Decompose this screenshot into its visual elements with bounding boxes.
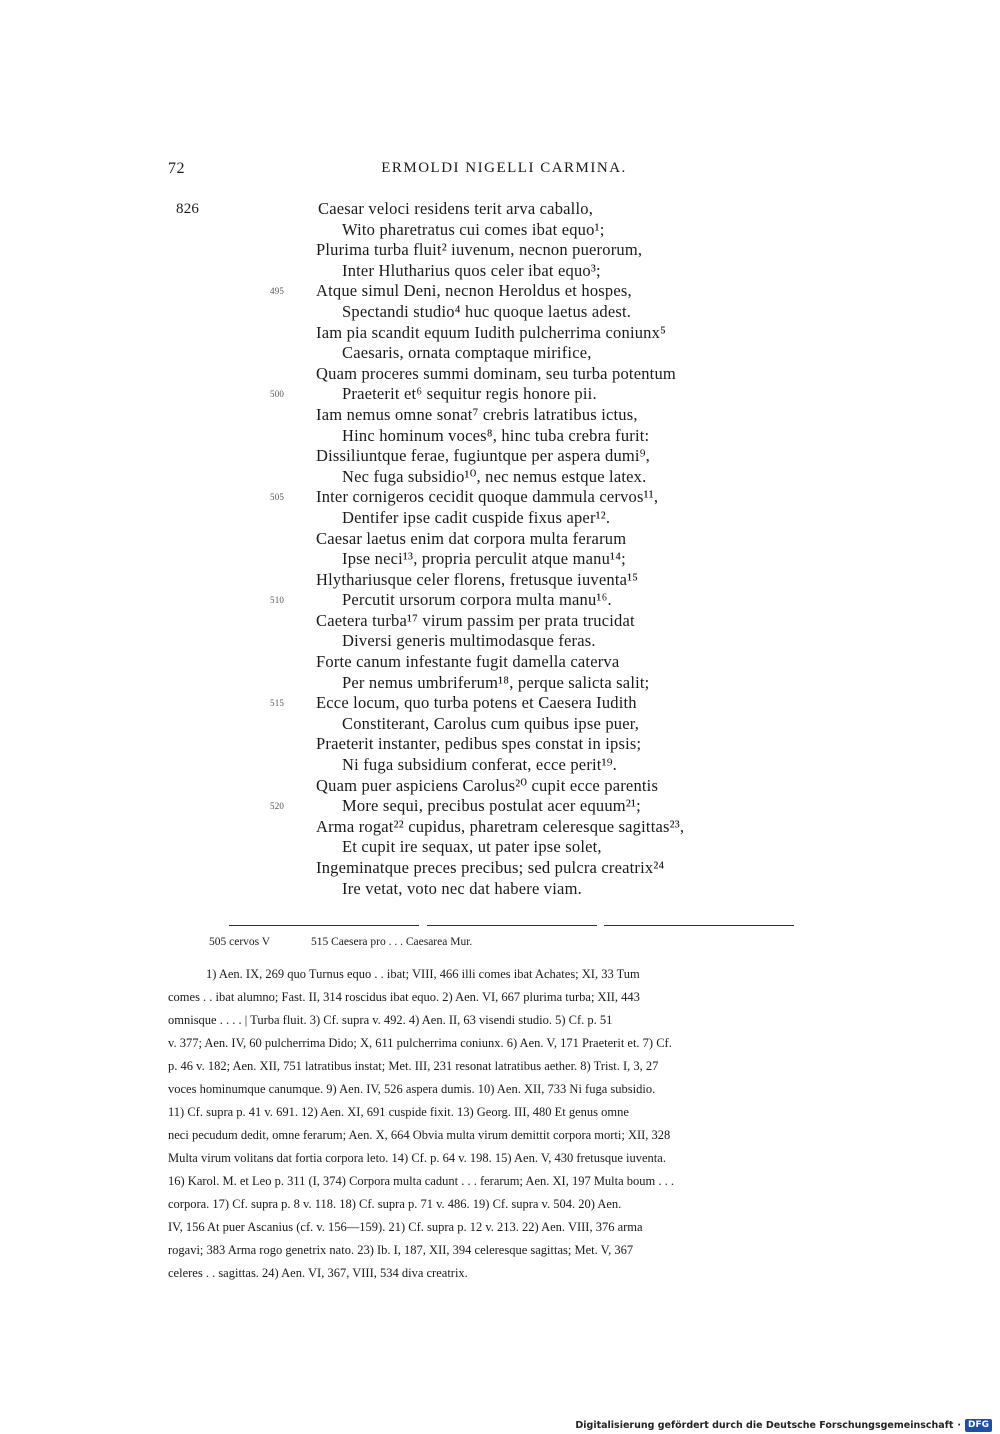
verse-text: Spectandi studio⁴ huc quoque laetus adest. [342,301,632,321]
verse-text: Arma rogat²² cupidus, pharetram celeresque sagittas²³, [316,816,685,836]
dfg-logo: DFG [965,1419,992,1432]
line-number: 515 [270,698,285,709]
footnote-line: omnisque . . . . | Turba fluit. 3) Cf. supra v. 492. 4) Aen. II, 63 visendi studio. 5) Cf. p. 51 [168,1013,613,1027]
verse-text: Wito pharetratus cui comes ibat equo¹; [342,219,605,239]
verse-text: Ni fuga subsidium conferat, ecce perit¹⁹. [342,755,618,775]
line-number: 505 [270,492,285,503]
verse-line [0,364,1000,385]
verse-line [0,405,1000,426]
verse-text: Ipse neci¹³, propria perculit atque manu¹⁴; [342,549,626,569]
verse-text: Per nemus umbriferum¹⁸, perque salicta salit; [342,672,650,692]
footnote-line: corpora. 17) Cf. supra p. 8 v. 118. 18) Cf. supra p. 71 v. 486. 19) Cf. supra v. 504. 20) Aen. [168,1197,622,1211]
verse-text: Percutit ursorum corpora multa manu¹⁶. [342,590,612,610]
footnote-line: neci pecudum dedit, omne ferarum; Aen. X, 664 Obvia multa virum demittit corpora morti; XII, 328 [168,1128,671,1142]
line-number: 510 [270,595,285,606]
footnote-rule-right [604,925,794,926]
verse-text: Praeterit instanter, pedibus spes constat in ipsis; [316,734,642,754]
verse-text: Caesar veloci residens terit arva caballo, [318,199,594,218]
verse-line [0,652,1000,673]
verse-text: Inter Hlutharius quos celer ibat equo³; [342,260,601,280]
digitization-credit [575,1418,992,1432]
footnote-line: IV, 156 At puer Ascanius (cf. v. 156—159). 21) Cf. supra p. 12 v. 213. 22) Aen. VIII, 376 arma [168,1220,643,1234]
footnotes [168,963,840,1285]
footnote-line: v. 377; Aen. IV, 60 pulcherrima Dido; X, 611 pulcherrima coniunx. 6) Aen. V, 171 Praeterit et. 7) Cf. [168,1036,672,1050]
verse-line [0,693,1000,714]
dash-separator: · [957,1419,961,1431]
verse-text: Quam puer aspiciens Carolus²⁰ cupit ecce parentis [316,775,659,795]
critical-apparatus [209,936,510,948]
verse-text: Quam proceres summi dominam, seu turba potentum [316,363,676,383]
verse-line [0,446,1000,467]
verse-text: Ire vetat, voto nec dat habere viam. [342,878,582,898]
verse-line [0,240,1000,261]
verse-text: Ecce locum, quo turba potens et Caesera Iudith [316,693,637,713]
verse-line [0,549,1000,570]
verse-text: More sequi, precibus postulat acer equum²¹; [342,796,641,816]
footnote-line: celeres . . sagittas. 24) Aen. VI, 367, VIII, 534 diva creatrix. [168,1266,468,1280]
line-number: 520 [270,801,285,812]
line-number: 495 [270,286,285,297]
verse-text: Dissiliuntque ferae, fugiuntque per aspera dumi⁹, [316,446,650,466]
running-head: ERMOLDI NIGELLI CARMINA. [381,160,627,176]
verse-text: Atque simul Deni, necnon Heroldus et hospes, [316,281,632,301]
verse-line [0,302,1000,323]
verse-text: Constiterant, Carolus cum quibus ipse puer, [342,713,640,733]
verse-line [0,508,1000,529]
footnote-line: comes . . ibat alumno; Fast. II, 314 roscidus ibat equo. 2) Aen. VI, 667 plurima turba; XII, 443 [168,990,640,1004]
footnote-line: 11) Cf. supra p. 41 v. 691. 12) Aen. XI, 691 cuspide fixit. 13) Georg. III, 480 Et genus omne [168,1105,629,1119]
footnote-line: rogavi; 383 Arma rogo genetrix nato. 23) Ib. I, 187, XII, 394 celeresque sagittas; Met. V, 367 [168,1243,634,1257]
verse-line [0,837,1000,858]
page-header [168,160,840,184]
verse-line [0,220,1000,241]
verse-line [0,426,1000,447]
verse-line [0,796,1000,817]
footnote-line: 16) Karol. M. et Leo p. 311 (I, 374) Corpora multa cadunt . . . ferarum; Aen. XI, 197 Multa boum . . . [168,1174,675,1188]
footnote-line: voces hominumque canumque. 9) Aen. IV, 526 aspera dumis. 10) Aen. XII, 733 Ni fuga subsidio. [168,1082,656,1096]
footnote-line: Multa virum volitans dat fortia corpora leto. 14) Cf. p. 64 v. 198. 15) Aen. V, 430 fretusque iuventa. [168,1151,666,1165]
verse-line [0,323,1000,344]
footnote-rule-middle [427,925,597,926]
verse-text: Hinc hominum voces⁸, hinc tuba crebra furit: [342,425,650,445]
page-number: 72 [168,160,185,177]
verse-line [0,199,1000,220]
verse-text: Caesar laetus enim dat corpora multa ferarum [316,528,627,548]
verse-text: Caetera turba¹⁷ virum passim per prata trucidat [316,610,635,630]
verse-line [0,343,1000,364]
verse-text: Iam pia scandit equum Iudith pulcherrima coniunx⁵ [316,322,667,342]
verse-line [0,261,1000,282]
verse-text: Plurima turba fluit² iuvenum, necnon puerorum, [316,240,643,260]
verse-text: Et cupit ire sequax, ut pater ipse solet, [342,837,602,857]
verse-line [0,755,1000,776]
verse-text: Caesaris, ornata comptaque mirifice, [342,343,592,363]
apparatus-note: 505 cervos V [209,936,271,948]
verse-text: Praeterit et⁶ sequitur regis honore pii. [342,384,597,404]
verse-line [0,467,1000,488]
verse-text: Dentifer ipse cadit cuspide fixus aper¹². [342,507,611,527]
line-number: 826 [176,201,200,217]
verse-text: Iam nemus omne sonat⁷ crebris latratibus ictus, [316,404,638,424]
verse-text: Nec fuga subsidio¹⁰, nec nemus estque latex. [342,466,647,486]
verse-text: Ingeminatque preces precibus; sed pulcra creatrix²⁴ [316,858,665,877]
verse-line [0,611,1000,632]
verse-line [0,281,1000,302]
verse-line [0,673,1000,694]
verse-line [0,570,1000,591]
verse-line [0,384,1000,405]
verse-line [0,714,1000,735]
credit-text: Digitalisierung gefördert durch die Deutsche Forschungsgemeinschaft [575,1419,954,1431]
footnote-line: p. 46 v. 182; Aen. XII, 751 latratibus instat; Met. III, 231 resonat latratibus aether. 8) Trist. I, 3, 27 [168,1059,659,1073]
verse-line [0,631,1000,652]
verse-line [0,590,1000,611]
footnote-rule-left [229,925,419,926]
line-number: 500 [270,389,285,400]
verse-line [0,487,1000,508]
poem-text [0,199,1000,899]
footnote-line: 1) Aen. IX, 269 quo Turnus equo . . ibat; VIII, 466 illi comes ibat Achates; XI, 33 Tum [206,967,640,981]
verse-line [0,858,1000,879]
apparatus-note: 515 Caesera pro . . . Caesarea Mur. [311,936,473,948]
verse-text: Hlythariusque celer florens, fretusque iuventa¹⁵ [316,569,639,589]
verse-line [0,879,1000,900]
verse-line [0,734,1000,755]
verse-text: Diversi generis multimodasque feras. [342,631,596,651]
verse-text: Forte canum infestante fugit damella caterva [316,652,620,672]
verse-line [0,776,1000,797]
verse-line [0,529,1000,550]
verse-text: Inter cornigeros cecidit quoque dammula cervos¹¹, [316,487,659,507]
verse-line [0,817,1000,838]
